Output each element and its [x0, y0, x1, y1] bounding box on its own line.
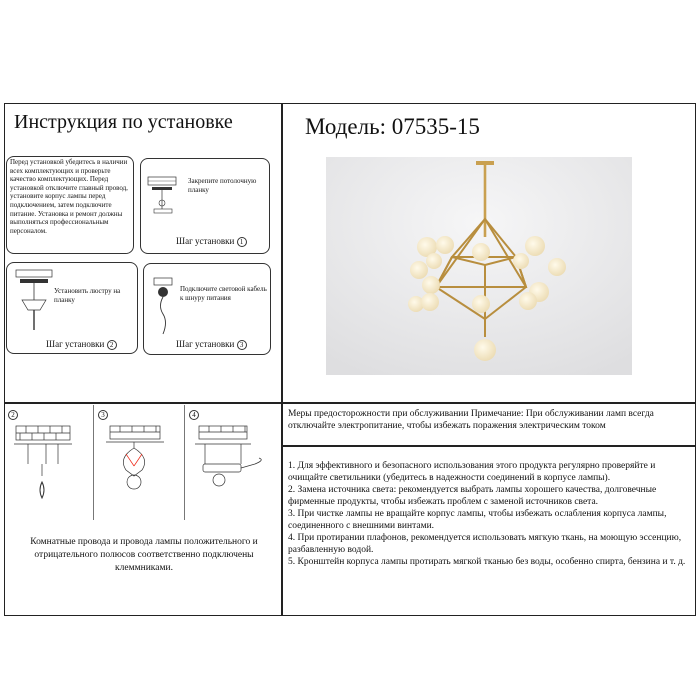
- step-1-text: Закрепите потолочную планку: [188, 177, 257, 194]
- note-item-2: 2. Замена источника света: рекомендуется выбрать лампы хорошего качества, долговечные фирменные продукты, чтобы избежать проблем с заменой источников света.: [288, 485, 657, 507]
- intro-text: Перед установкой убедитесь в наличии всех комплектующих и проверьте качество комплектующих. Перед установкой отключите главный провод, установите корпус лампы перед подключением, затем подключите питание. Установка и ремонт должны выполняться профессиональным персоналом.: [10, 158, 128, 235]
- diagram-step-2-number: 2: [8, 406, 18, 424]
- step-2-text: Установить люстру на планку: [54, 287, 121, 304]
- note-item-5: 5. Кронштейн корпуса лампы протирать мягкой тканью без воды, особенно спирта, бензина и т. д.: [288, 557, 686, 567]
- chandelier-photo: [326, 157, 632, 375]
- step-1-label-text: Шаг установки: [176, 236, 235, 246]
- diagram-divider-2: [184, 405, 185, 520]
- diagram-step-3-number: 3: [98, 406, 108, 424]
- ceiling-bracket-icon: [146, 175, 186, 225]
- cable-connection-icon: [150, 276, 180, 336]
- notes-list: [288, 460, 688, 568]
- diagram-step-4-number: 4: [189, 406, 199, 424]
- model-title: Модель: 07535-15: [305, 114, 480, 139]
- step-3-text: Подключите световой кабель к шнуру питания: [180, 285, 267, 302]
- precautions-text: Меры предосторожности при обслуживании Примечание: При обслуживании ламп всегда отключайте электропитание, чтобы избежать поражения электрическим током: [288, 409, 654, 431]
- diagram-divider-1: [93, 405, 94, 520]
- note-item-1: 1. Для эффективного и безопасного использования этого продукта регулярно проверяйте и очищайте светильники (убедитесь в надежности соединений в корпусе лампы).: [288, 461, 656, 483]
- note-item-4: 4. При протирании плафонов, рекомендуется использовать мягкую ткань, на моющую эссенцию, разбавленную водой.: [288, 533, 682, 555]
- wiring-diagram-4: [195, 424, 275, 514]
- step-2-label: [46, 339, 117, 350]
- step-3-number: 3: [237, 340, 247, 350]
- step-3-label-text: Шаг установки: [176, 339, 235, 349]
- note-item-3: 3. При чистке лампы не вращайте корпус лампы, чтобы избежать ослабления корпуса лампы, соединенного с внешними винтами.: [288, 509, 667, 531]
- wiring-note: Комнатные провода и провода лампы положительного и отрицательного полюсов соответственно подключены клеммниками.: [30, 537, 258, 573]
- step-2-label-text: Шаг установки: [46, 339, 105, 349]
- wiring-diagram-2: [14, 424, 84, 514]
- wiring-diagram-3: [104, 424, 184, 514]
- step-3-label: [176, 339, 247, 350]
- step-2-number: 2: [107, 340, 117, 350]
- step-1-label: [176, 236, 247, 247]
- page-title: Инструкция по установке: [14, 111, 233, 133]
- step-1-number: 1: [237, 237, 247, 247]
